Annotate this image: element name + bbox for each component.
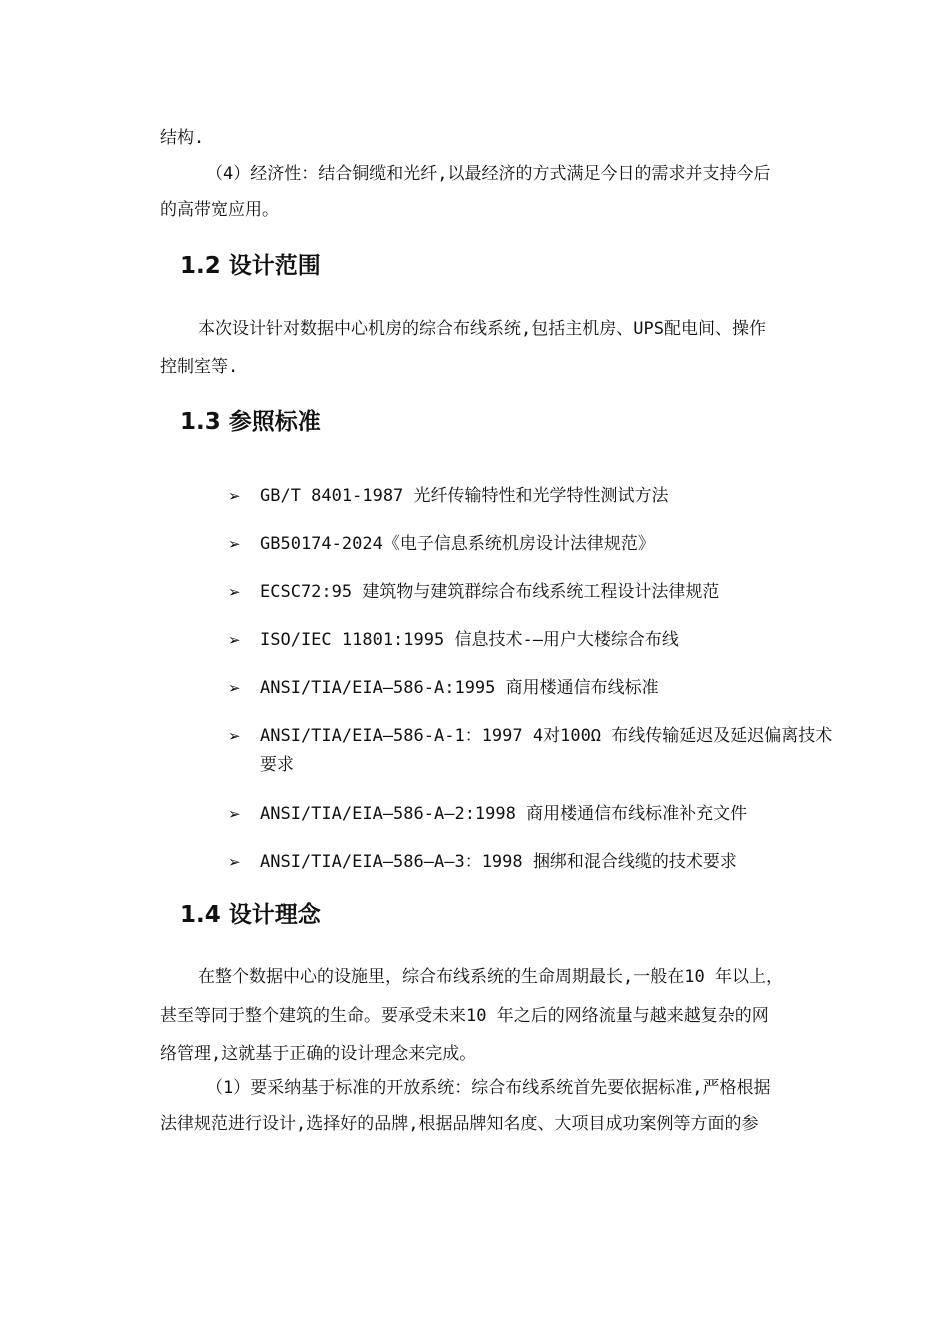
intro-line-3: 的高带宽应用。	[160, 200, 279, 220]
arrow-bullet-icon: ➢	[228, 853, 241, 871]
arrow-bullet-icon: ➢	[228, 805, 241, 823]
section-1-2-para-line-2: 控制室等.	[160, 357, 239, 377]
standard-item-text: GB/T 8401-1987 光纤传输特性和光学特性测试方法	[260, 486, 669, 506]
section-heading-1-3: 1.3 参照标准	[180, 409, 321, 435]
section-heading-1-2: 1.2 设计范围	[180, 253, 321, 279]
standard-item-text: GB50174-2024《电子信息系统机房设计法律规范》	[260, 534, 655, 554]
standard-item-text: ANSI/TIA/EIA—586-A:1995 商用楼通信布线标准	[260, 678, 659, 698]
arrow-bullet-icon: ➢	[228, 487, 241, 505]
standard-item-text: ANSI/TIA/EIA—586-A—2:1998 商用楼通信布线标准补充文件	[260, 804, 748, 824]
arrow-bullet-icon: ➢	[228, 679, 241, 697]
arrow-bullet-icon: ➢	[228, 583, 241, 601]
section-1-4-para-1-line-2: 甚至等同于整个建筑的生命。要承受未来10 年之后的网络流量与越来越复杂的网	[160, 1006, 769, 1026]
section-1-4-para-1-line-1: 在整个数据中心的设施里，综合布线系统的生命周期最长,一般在10 年以上，	[198, 967, 783, 987]
standard-list-item	[228, 626, 848, 655]
standard-list-item	[228, 482, 848, 511]
section-1-2-para-line-1: 本次设计针对数据中心机房的综合布线系统,包括主机房、UPS配电间、操作	[198, 319, 766, 339]
section-heading-1-4: 1.4 设计理念	[180, 902, 321, 928]
standard-list-item	[228, 848, 848, 877]
arrow-bullet-icon: ➢	[228, 631, 241, 649]
standard-list-item	[228, 530, 848, 559]
intro-line-1: 结构.	[160, 128, 205, 148]
arrow-bullet-icon: ➢	[228, 727, 241, 745]
section-1-4-para-2-line-1: （1）要采纳基于标准的开放系统：综合布线系统首先要依据标准,严格根据	[206, 1078, 771, 1098]
standard-item-text: ANSI/TIA/EIA—586-A-1：1997 4对100Ω 布线传输延迟及延迟偏离技术要求	[260, 726, 833, 775]
section-1-4-para-1-line-3: 络管理,这就基于正确的设计理念来完成。	[160, 1044, 477, 1064]
standard-list-item	[228, 578, 848, 607]
standard-list-item	[228, 674, 848, 703]
section-1-4-para-2-line-2: 法律规范进行设计,选择好的品牌,根据品牌知名度、大项目成功案例等方面的参	[160, 1114, 759, 1134]
standard-item-text: ANSI/TIA/EIA—586—A—3：1998 捆绑和混合线缆的技术要求	[260, 852, 737, 872]
standard-item-text: ISO/IEC 11801:1995 信息技术-—用户大楼综合布线	[260, 630, 679, 650]
intro-line-2: （4）经济性：结合铜缆和光纤,以最经济的方式满足今日的需求并支持今后	[206, 164, 771, 184]
arrow-bullet-icon: ➢	[228, 535, 241, 553]
standard-list-item	[228, 722, 848, 780]
standard-list-item	[228, 800, 848, 829]
standard-item-text: ECSC72:95 建筑物与建筑群综合布线系统工程设计法律规范	[260, 582, 720, 602]
